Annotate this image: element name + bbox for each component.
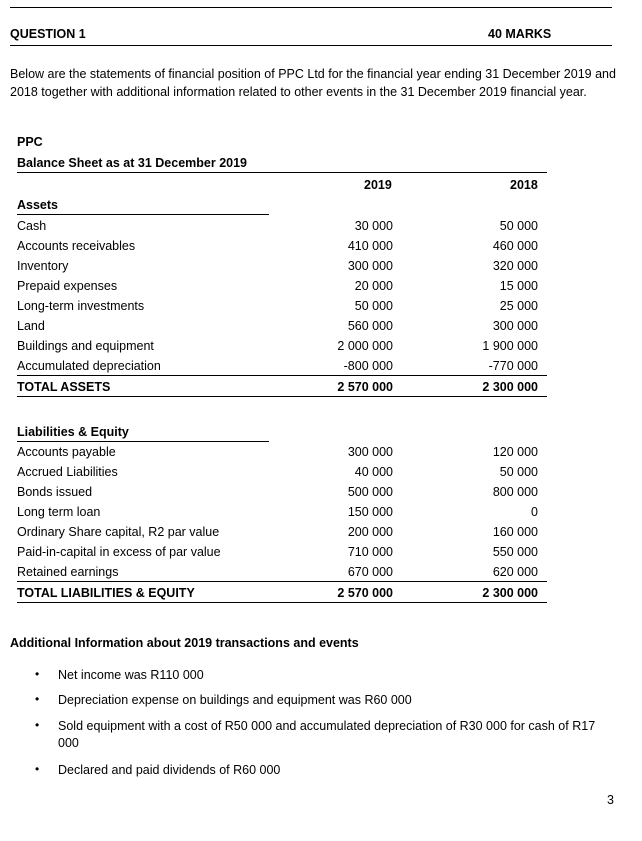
list-item: Net income was R110 000 — [58, 668, 204, 682]
table-row — [0, 219, 642, 239]
value-2019: 670 000 — [347, 565, 393, 579]
value-2018: 800 000 — [492, 485, 538, 499]
value-2018: 460 000 — [492, 239, 538, 253]
liabilities-subtotal-rule — [17, 581, 547, 582]
question-title: QUESTION 1 — [10, 27, 86, 41]
row-label: Retained earnings — [17, 565, 119, 579]
bullet-icon: • — [35, 667, 40, 681]
liabilities-heading: Liabilities & Equity — [17, 425, 129, 439]
value-2018: 160 000 — [492, 525, 538, 539]
value-2018: 300 000 — [492, 319, 538, 333]
value-2019: 300 000 — [347, 259, 393, 273]
value-2018: 50 000 — [499, 465, 538, 479]
title-underline — [17, 172, 547, 173]
row-label: Accumulated depreciation — [17, 359, 161, 373]
value-2019: 410 000 — [347, 239, 393, 253]
table-row — [0, 279, 642, 299]
value-2018: 25 000 — [499, 299, 538, 313]
row-label: Inventory — [17, 259, 69, 273]
row-label: Accounts payable — [17, 445, 116, 459]
row-label: Prepaid expenses — [17, 279, 118, 293]
value-2018: 320 000 — [492, 259, 538, 273]
table-row — [0, 259, 642, 279]
row-label: Land — [17, 319, 45, 333]
value-2018: 2 300 000 — [482, 380, 538, 394]
column-header-2018: 2018 — [510, 178, 538, 192]
row-label: TOTAL LIABILITIES & EQUITY — [17, 586, 195, 600]
row-label: Long-term investments — [17, 299, 145, 313]
value-2019: 560 000 — [347, 319, 393, 333]
value-2018: 0 — [531, 505, 538, 519]
total-assets-row — [0, 380, 642, 400]
value-2018: 550 000 — [492, 545, 538, 559]
list-item: Depreciation expense on buildings and equipment was R60 000 — [58, 693, 412, 707]
additional-info-heading: Additional Information about 2019 transactions and events — [10, 636, 359, 650]
value-2018: 1 900 000 — [482, 339, 538, 353]
value-2018: 620 000 — [492, 565, 538, 579]
liabilities-heading-underline — [17, 441, 269, 442]
table-row — [0, 505, 642, 525]
table-row — [0, 339, 642, 359]
value-2019: 150 000 — [347, 505, 393, 519]
value-2019: 500 000 — [347, 485, 393, 499]
top-rule — [10, 7, 612, 8]
bullet-icon: • — [35, 718, 40, 732]
company-name: PPC — [17, 135, 43, 149]
row-label: Accounts receivables — [17, 239, 136, 253]
row-label: TOTAL ASSETS — [17, 380, 111, 394]
intro-paragraph: Below are the statements of financial position of PPC Ltd for the financial year ending 31 December 2019 and 2018 together with additional information related to other events in the 31 December 2019 financial year. — [10, 67, 616, 99]
table-row — [0, 565, 642, 585]
total-assets-rule — [17, 396, 547, 397]
table-row — [0, 525, 642, 545]
value-2019: 2 000 000 — [337, 339, 393, 353]
row-label: Paid-in-capital in excess of par value — [17, 545, 221, 559]
value-2019: 2 570 000 — [337, 380, 393, 394]
value-2019: -800 000 — [343, 359, 393, 373]
bullet-icon: • — [35, 692, 40, 706]
table-row — [0, 239, 642, 259]
column-header-2019: 2019 — [364, 178, 392, 192]
page-number: 3 — [607, 793, 614, 807]
row-label: Buildings and equipment — [17, 339, 154, 353]
value-2019: 50 000 — [354, 299, 393, 313]
header-rule — [10, 45, 612, 46]
row-label: Ordinary Share capital, R2 par value — [17, 525, 220, 539]
row-label: Long term loan — [17, 505, 101, 519]
table-row — [0, 445, 642, 465]
value-2019: 2 570 000 — [337, 586, 393, 600]
assets-heading: Assets — [17, 198, 58, 212]
row-label: Cash — [17, 219, 47, 233]
total-liabilities-row — [0, 586, 642, 606]
value-2019: 40 000 — [354, 465, 393, 479]
assets-subtotal-rule — [17, 375, 547, 376]
total-liabilities-rule — [17, 602, 547, 603]
assets-heading-underline — [17, 214, 269, 215]
value-2018: -770 000 — [488, 359, 538, 373]
marks-label: 40 MARKS — [488, 27, 552, 41]
value-2019: 300 000 — [347, 445, 393, 459]
value-2019: 30 000 — [354, 219, 393, 233]
table-row — [0, 299, 642, 319]
value-2019: 710 000 — [347, 545, 393, 559]
list-item: Declared and paid dividends of R60 000 — [58, 763, 281, 777]
table-row — [0, 319, 642, 339]
table-row — [0, 545, 642, 565]
value-2018: 50 000 — [499, 219, 538, 233]
value-2018: 2 300 000 — [482, 586, 538, 600]
statement-title: Balance Sheet as at 31 December 2019 — [17, 156, 247, 170]
row-label: Accrued Liabilities — [17, 465, 118, 479]
value-2019: 200 000 — [347, 525, 393, 539]
bullet-icon: • — [35, 762, 40, 776]
table-row — [0, 359, 642, 379]
value-2019: 20 000 — [354, 279, 393, 293]
row-label: Bonds issued — [17, 485, 93, 499]
table-row — [0, 485, 642, 505]
list-item: Sold equipment with a cost of R50 000 and accumulated depreciation of R30 000 for cash of R17 000 — [58, 719, 596, 750]
value-2018: 120 000 — [492, 445, 538, 459]
value-2018: 15 000 — [499, 279, 538, 293]
table-row — [0, 465, 642, 485]
